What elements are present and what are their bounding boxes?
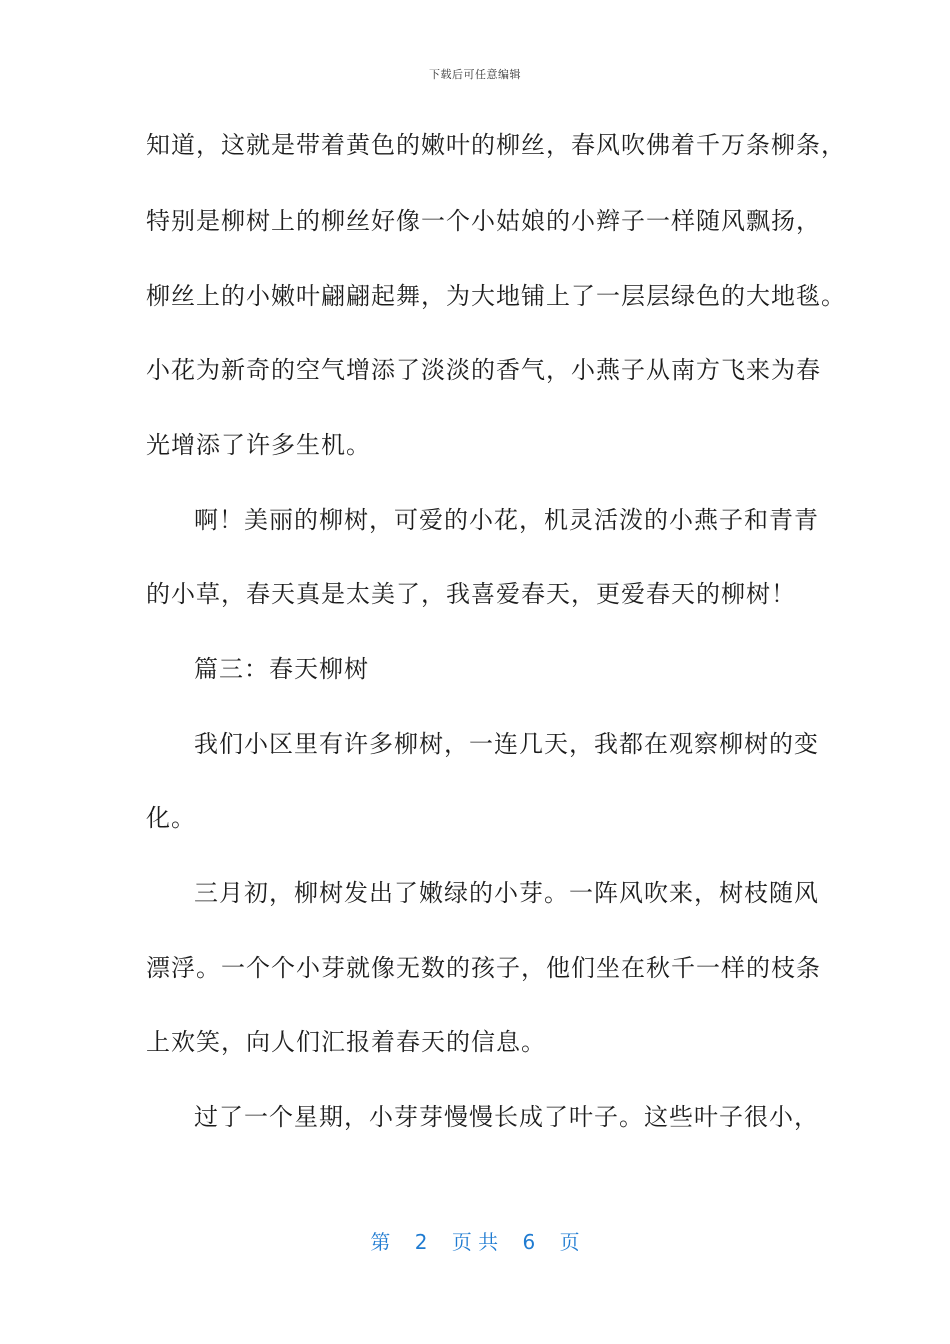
- text-line: 知道，这就是带着黄色的嫩叶的柳丝，春风吹佛着千万条柳条，: [146, 131, 846, 159]
- text-line: 特别是柳树上的柳丝好像一个小姑娘的小辫子一样随风飘扬，: [146, 207, 821, 235]
- total-pages-number: 6: [522, 1230, 536, 1254]
- paragraph-start-line: 过了一个星期，小芽芽慢慢长成了叶子。这些叶子很小，: [194, 1103, 819, 1131]
- text-line: 光增添了许多生机。: [146, 431, 371, 459]
- text-line: 小花为新奇的空气增添了淡淡的香气，小燕子从南方飞来为春: [146, 356, 821, 384]
- text-line: 化。: [146, 804, 196, 832]
- paragraph-start-line: 啊！美丽的柳树，可爱的小花，机灵活泼的小燕子和青青: [194, 506, 819, 534]
- current-page-number: 2: [414, 1230, 428, 1254]
- page-footer: [0, 1226, 950, 1255]
- footer-suffix: 页: [559, 1230, 580, 1254]
- paragraph-start-line: 我们小区里有许多柳树，一连几天，我都在观察柳树的变: [194, 730, 819, 758]
- text-line: 漂浮。一个个小芽就像无数的孩子，他们坐在秋千一样的枝条: [146, 954, 821, 982]
- text-line: 柳丝上的小嫩叶翩翩起舞，为大地铺上了一层层绿色的大地毯。: [146, 282, 846, 310]
- footer-middle: 页 共: [451, 1230, 499, 1254]
- footer-prefix: 第: [370, 1230, 391, 1254]
- text-line: 上欢笑，向人们汇报着春天的信息。: [146, 1028, 546, 1056]
- text-line: 的小草，春天真是太美了，我喜爱春天，更爱春天的柳树！: [146, 580, 796, 608]
- paragraph-start-line: 三月初，柳树发出了嫩绿的小芽。一阵风吹来，树枝随风: [194, 879, 819, 907]
- header-note: 下载后可任意编辑: [429, 68, 521, 81]
- section-heading: 篇三：春天柳树: [194, 655, 369, 683]
